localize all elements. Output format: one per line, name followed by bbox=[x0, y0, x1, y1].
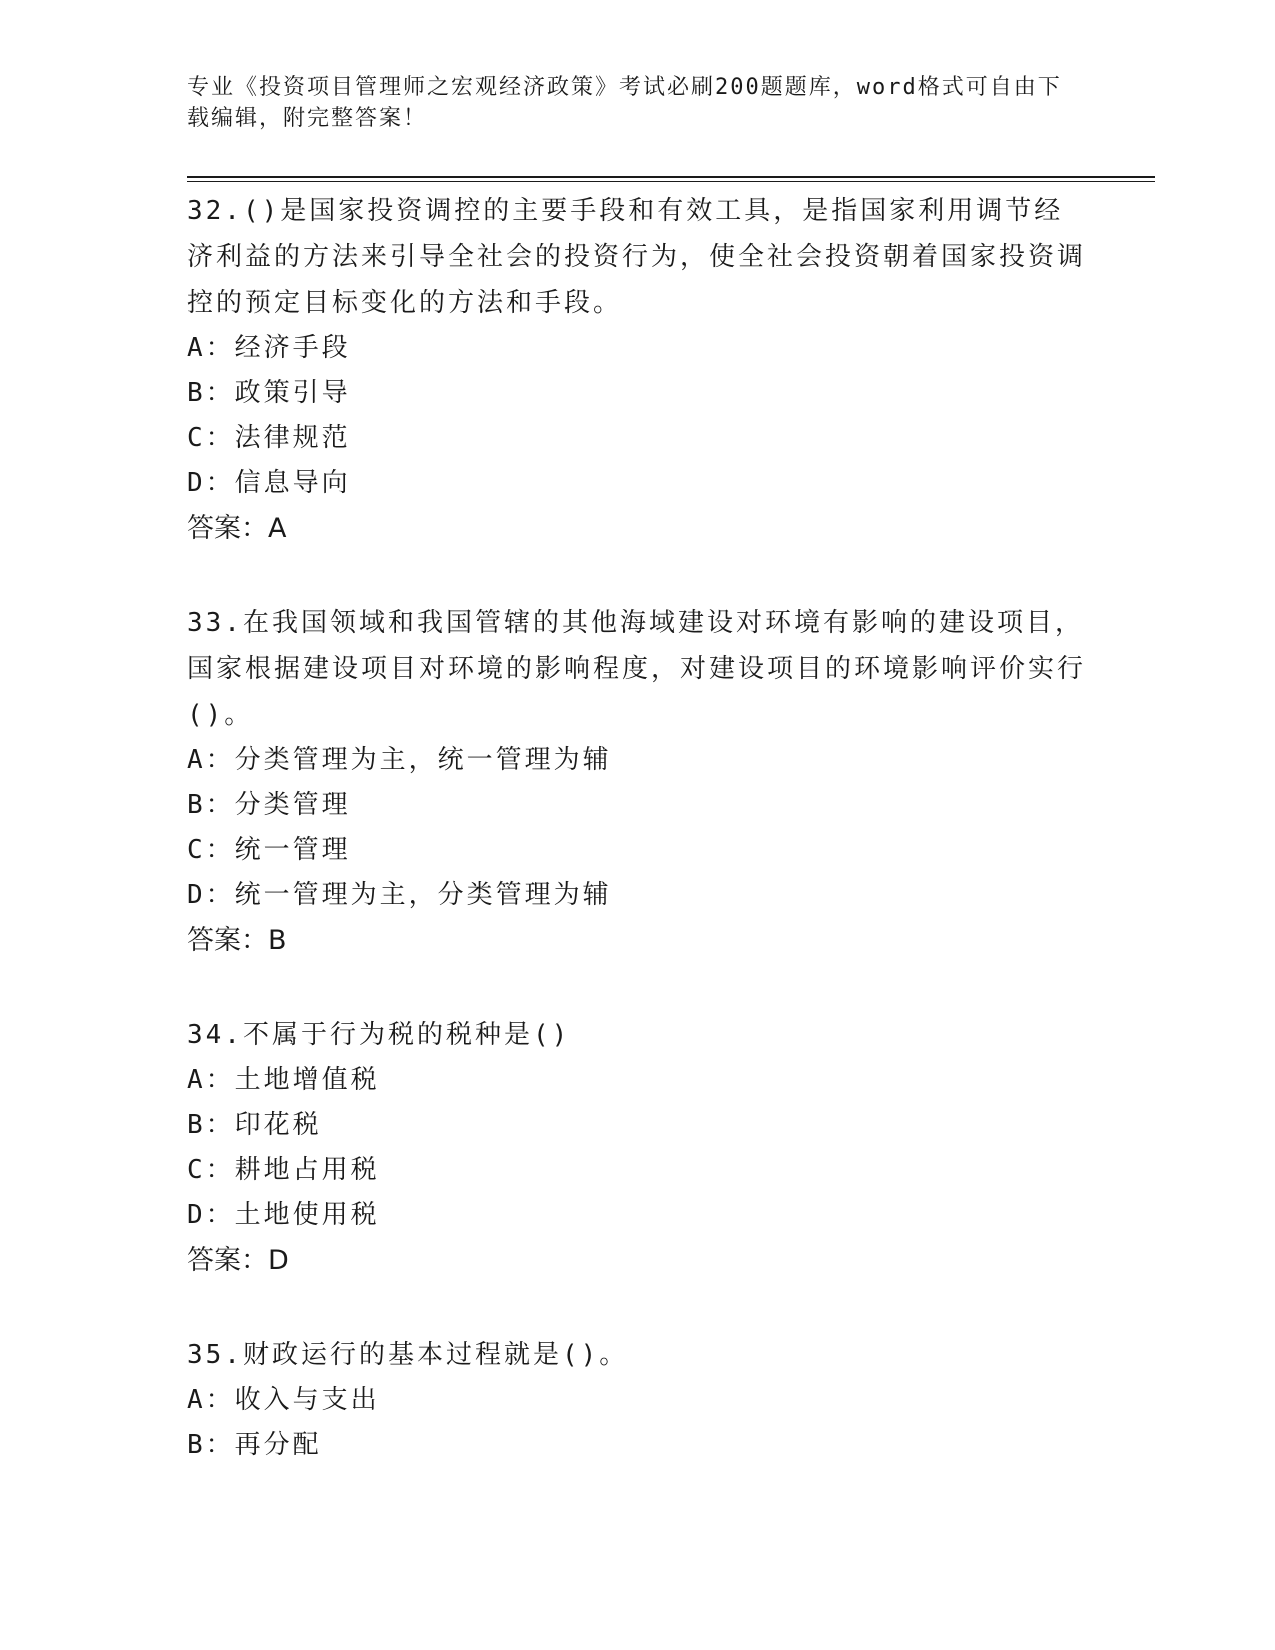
answer-line: 答案：B bbox=[187, 925, 287, 956]
option-d: D：信息导向 bbox=[187, 468, 351, 498]
question-stem: 35.财政运行的基本过程就是()。 bbox=[187, 1340, 629, 1370]
question-stem: 33.在我国领域和我国管辖的其他海域建设对环境有影响的建设项目，国家根据建设项目对环境的影响程度，对建设项目的环境影响评价实行()。 bbox=[187, 608, 1087, 730]
question-33 bbox=[187, 600, 1087, 964]
header-divider bbox=[187, 176, 1155, 182]
option-b: B：分类管理 bbox=[187, 790, 351, 820]
option-a: A：经济手段 bbox=[187, 333, 351, 363]
option-a: A：土地增值税 bbox=[187, 1065, 380, 1095]
answer-line: 答案：D bbox=[187, 1245, 289, 1276]
option-b: B：政策引导 bbox=[187, 378, 351, 408]
question-stem: 32.()是国家投资调控的主要手段和有效工具，是指国家利用调节经济利益的方法来引导全社会的投资行为，使全社会投资朝着国家投资调控的预定目标变化的方法和手段。 bbox=[187, 196, 1087, 318]
option-b: B：再分配 bbox=[187, 1430, 322, 1460]
question-list bbox=[187, 188, 1087, 1516]
document-header: 专业《投资项目管理师之宏观经济政策》考试必刷200题题库，word格式可自由下载编辑，附完整答案！ bbox=[187, 75, 1062, 131]
question-stem: 34.不属于行为税的税种是() bbox=[187, 1020, 571, 1050]
option-d: D：土地使用税 bbox=[187, 1200, 380, 1230]
question-34 bbox=[187, 1012, 1087, 1284]
question-35 bbox=[187, 1332, 1087, 1468]
option-a: A：分类管理为主，统一管理为辅 bbox=[187, 745, 612, 775]
option-a: A：收入与支出 bbox=[187, 1385, 380, 1415]
option-d: D：统一管理为主，分类管理为辅 bbox=[187, 880, 612, 910]
option-c: C：统一管理 bbox=[187, 835, 351, 865]
question-32 bbox=[187, 188, 1087, 552]
answer-line: 答案：A bbox=[187, 513, 287, 544]
option-c: C：耕地占用税 bbox=[187, 1155, 380, 1185]
option-b: B：印花税 bbox=[187, 1110, 322, 1140]
option-c: C：法律规范 bbox=[187, 423, 351, 453]
